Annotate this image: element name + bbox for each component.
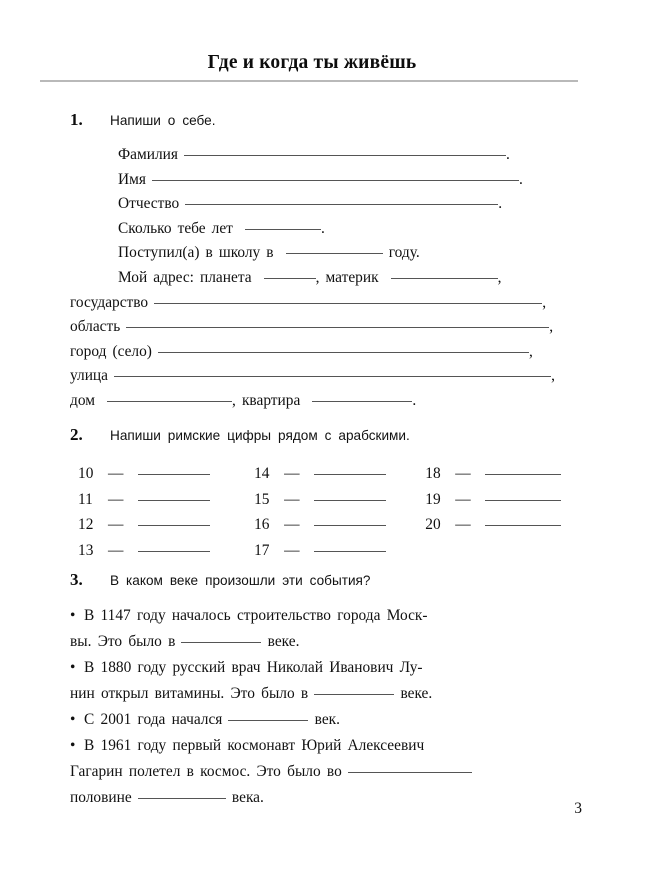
bullet-2-text-2: нин открыл витамины. Это было в — [70, 685, 309, 702]
field-tail-surname: . — [506, 146, 510, 163]
roman-dash-16: — — [284, 516, 300, 533]
address-blank-region[interactable] — [126, 317, 549, 328]
bullet-4-blank-century[interactable] — [138, 788, 226, 799]
roman-dash-14: — — [284, 465, 300, 482]
field-tail-firstname: . — [519, 170, 523, 188]
roman-blank-10[interactable] — [138, 464, 210, 475]
bullet-4-line-1 — [70, 733, 572, 759]
roman-blank-12[interactable] — [138, 515, 210, 526]
field-blank-patronymic[interactable] — [185, 194, 498, 205]
task-1-prompt: Напиши о себе. — [110, 113, 216, 128]
list-item — [70, 707, 572, 733]
roman-dash-13: — — [108, 541, 124, 559]
bullet-1-blank-century[interactable] — [181, 632, 261, 643]
address-tail-region: , — [549, 318, 554, 336]
bullet-3-line-1 — [70, 707, 572, 733]
roman-arabic-13: 13 — [78, 541, 94, 559]
bullet-3-blank-century[interactable] — [228, 710, 308, 721]
roman-blank-13[interactable] — [138, 541, 210, 552]
field-row-address-intro — [70, 266, 572, 291]
roman-blank-16[interactable] — [314, 515, 386, 526]
address-label-flat: , квартира — [232, 391, 301, 409]
bullet-4-text-3: половине — [70, 789, 132, 806]
bullet-2-after-2: веке. — [394, 685, 433, 702]
bullet-2-blank-century[interactable] — [314, 684, 394, 695]
field-row-surname — [70, 143, 572, 168]
field-label-firstname: Имя — [118, 170, 146, 188]
address-intro-label: Мой адрес: планета — [118, 268, 252, 286]
bullet-3-text-1: С 2001 года начался — [84, 711, 223, 728]
roman-row-10 — [78, 461, 254, 487]
roman-row-13 — [78, 538, 254, 564]
bullet-1-line-1 — [70, 603, 572, 629]
roman-arabic-12: 12 — [78, 516, 94, 533]
task-3-heading — [70, 570, 572, 590]
bullet-icon: • — [70, 711, 76, 728]
roman-column-3 — [425, 461, 572, 563]
task-2-prompt: Напиши римские цифры рядом с арабскими. — [110, 428, 410, 443]
bullet-2-line-1 — [70, 655, 572, 681]
bullet-1-after-2: веке. — [261, 633, 300, 650]
roman-arabic-17: 17 — [254, 541, 270, 559]
bullet-1-text-1: В 1147 году началось строительство города Моск- — [84, 607, 428, 624]
field-label-school-year: Поступил(а) в школу в — [118, 244, 274, 262]
header-divider — [40, 80, 578, 82]
bullet-4-line-3 — [70, 785, 572, 811]
field-tail-age: . — [320, 219, 325, 237]
address-blank-street[interactable] — [114, 366, 551, 377]
address-blank-planet[interactable] — [264, 268, 316, 279]
bullet-4-text-1: В 1961 году первый космонавт Юрий Алексеевич — [84, 737, 425, 754]
address-label-house: дом — [70, 391, 95, 409]
roman-dash-15: — — [284, 490, 300, 508]
roman-dash-19: — — [455, 490, 471, 508]
bullet-4-after-3: века. — [225, 789, 264, 806]
roman-arabic-14: 14 — [254, 465, 270, 482]
address-blank-continent[interactable] — [391, 268, 498, 279]
roman-row-17 — [254, 538, 425, 564]
task-section-2 — [70, 425, 572, 563]
bullet-1-text-2: вы. Это было в — [70, 633, 176, 650]
address-tail-state: , — [542, 293, 547, 311]
roman-blank-14[interactable] — [314, 464, 386, 475]
roman-numeral-grid — [70, 461, 572, 563]
field-row-state — [70, 291, 572, 316]
field-row-patronymic — [70, 192, 572, 217]
roman-row-20 — [425, 512, 572, 538]
roman-row-12 — [78, 512, 254, 538]
address-tail-city: , — [529, 342, 533, 360]
address-label-region: область — [70, 318, 121, 336]
address-label-street: улица — [70, 367, 109, 385]
roman-column-2 — [254, 461, 425, 563]
field-row-age — [70, 217, 572, 242]
roman-arabic-19: 19 — [425, 490, 441, 508]
field-blank-surname[interactable] — [184, 145, 506, 156]
bullet-3-after-1: век. — [308, 711, 340, 728]
address-blank-flat[interactable] — [312, 391, 412, 402]
page-number: 3 — [574, 800, 582, 817]
field-row-school-year — [70, 241, 572, 266]
page-header — [40, 52, 578, 82]
field-label-age: Сколько тебе лет — [118, 219, 233, 237]
bullet-icon: • — [70, 659, 76, 676]
task-3-prompt: В каком веке произошли эти события? — [110, 573, 371, 588]
task-section-3 — [70, 570, 572, 811]
task-1-number: 1. — [70, 110, 83, 129]
roman-blank-17[interactable] — [314, 541, 386, 552]
bullet-2-line-2 — [70, 681, 572, 707]
address-tail-flat: . — [412, 391, 417, 409]
roman-arabic-18: 18 — [425, 465, 441, 482]
task-1-heading — [70, 110, 572, 130]
roman-dash-17: — — [284, 541, 300, 559]
roman-dash-18: — — [455, 465, 471, 482]
roman-blank-19[interactable] — [485, 490, 561, 501]
roman-arabic-16: 16 — [254, 516, 270, 533]
roman-row-19 — [425, 487, 572, 513]
field-row-region — [70, 315, 572, 340]
task-3-bullets — [70, 603, 572, 811]
roman-row-16 — [254, 512, 425, 538]
page-title: Где и когда ты живёшь — [207, 52, 417, 73]
roman-dash-11: — — [108, 490, 124, 508]
bullet-4-blank-half[interactable] — [348, 762, 472, 773]
address-blank-state[interactable] — [154, 293, 542, 304]
field-label-patronymic: Отчество — [118, 195, 180, 213]
roman-row-18 — [425, 461, 572, 487]
field-blank-age[interactable] — [245, 219, 321, 230]
roman-blank-11[interactable] — [138, 490, 210, 501]
roman-dash-12: — — [108, 516, 124, 533]
address-label-city: город (село) — [70, 342, 152, 360]
address-label-continent: , материк — [315, 268, 379, 286]
field-blank-firstname[interactable] — [152, 170, 519, 181]
field-row-house-flat — [70, 389, 572, 414]
roman-blank-15[interactable] — [314, 490, 386, 501]
roman-dash-20: — — [455, 516, 471, 533]
address-tail-street: , — [551, 367, 555, 385]
list-item — [70, 655, 572, 707]
address-blank-city[interactable] — [158, 342, 529, 353]
bullet-icon: • — [70, 607, 76, 624]
roman-blank-20[interactable] — [485, 515, 561, 526]
roman-blank-18[interactable] — [485, 464, 561, 475]
field-row-firstname — [70, 168, 572, 193]
roman-arabic-15: 15 — [254, 490, 270, 508]
field-tail-school-year: году. — [382, 244, 420, 262]
roman-arabic-11: 11 — [78, 490, 93, 508]
task-2-number: 2. — [70, 425, 83, 444]
task-2-heading — [70, 425, 572, 445]
list-item — [70, 603, 572, 655]
task-3-number: 3. — [70, 570, 83, 589]
roman-row-14 — [254, 461, 425, 487]
field-label-surname: Фамилия — [118, 146, 178, 163]
roman-row-11 — [78, 487, 254, 513]
field-row-city — [70, 340, 572, 365]
address-tail-continent: , — [497, 268, 502, 286]
roman-arabic-10: 10 — [78, 465, 94, 482]
list-item — [70, 733, 572, 811]
roman-arabic-20: 20 — [425, 516, 441, 533]
field-row-street — [70, 364, 572, 389]
task-section-1 — [70, 110, 572, 414]
bullet-4-line-2 — [70, 759, 572, 785]
field-blank-school-year[interactable] — [286, 243, 383, 254]
field-tail-patronymic: . — [498, 195, 503, 213]
bullet-4-text-2: Гагарин полетел в космос. Это было во — [70, 763, 342, 780]
address-blank-house[interactable] — [107, 391, 232, 402]
address-label-state: государство — [70, 293, 149, 311]
bullet-1-line-2 — [70, 629, 572, 655]
bullet-icon: • — [70, 737, 76, 754]
roman-row-15 — [254, 487, 425, 513]
roman-dash-10: — — [108, 465, 124, 482]
roman-column-1 — [70, 461, 254, 563]
bullet-2-text-1: В 1880 году русский врач Николай Иванович Лу- — [84, 659, 423, 676]
task-1-fields — [70, 143, 572, 414]
